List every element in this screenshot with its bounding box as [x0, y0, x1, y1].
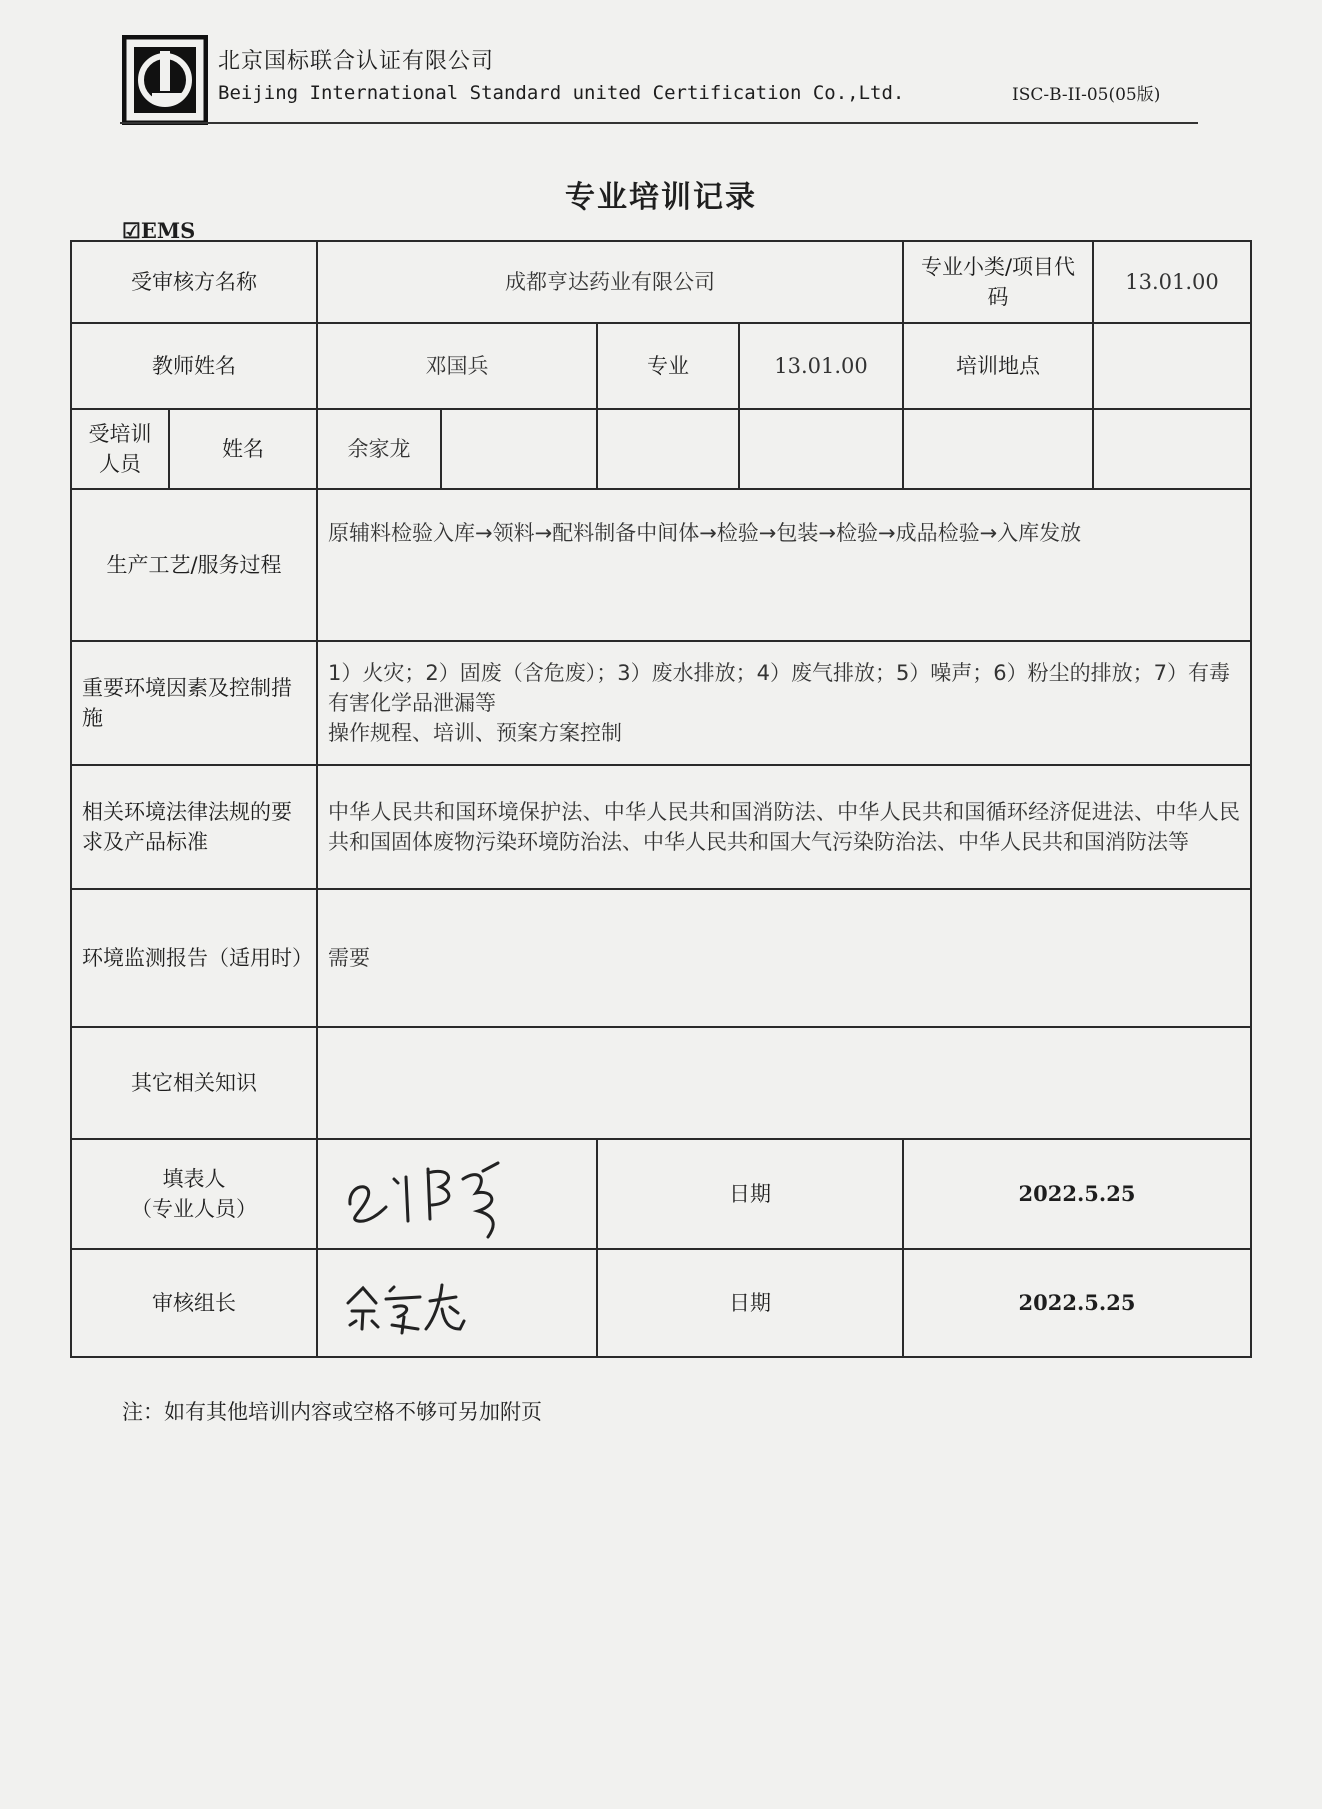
other-knowledge-value: [317, 1027, 1251, 1139]
subclass-value: 13.01.00: [1093, 241, 1251, 323]
trainee-name-empty: [903, 409, 1093, 489]
table-row: [71, 1139, 1251, 1249]
header-divider: [120, 122, 1198, 124]
table-row: [71, 1027, 1251, 1139]
leader-signature: [317, 1249, 597, 1357]
table-row: [71, 489, 1251, 641]
filler-date-label: 日期: [597, 1139, 903, 1249]
trainee-label: 受培训人员: [71, 409, 169, 489]
filler-signature-icon: [328, 1149, 568, 1239]
footnote: 注：如有其他培训内容或空格不够可另加附页: [122, 1400, 542, 1424]
trainee-name-empty: [1093, 409, 1251, 489]
auditee-label: 受审核方名称: [71, 241, 317, 323]
env-factors-controls: 操作规程、培训、预案方案控制: [328, 721, 622, 745]
table-row: [71, 765, 1251, 889]
other-knowledge-label: 其它相关知识: [71, 1027, 317, 1139]
location-value: [1093, 323, 1251, 409]
trainee-name-value: 余家龙: [317, 409, 441, 489]
trainee-name-empty: [739, 409, 903, 489]
table-row: [71, 641, 1251, 765]
filler-label-line2: （专业人员）: [131, 1197, 257, 1221]
table-row: [71, 323, 1251, 409]
trainee-name-empty: [441, 409, 597, 489]
teacher-label: 教师姓名: [71, 323, 317, 409]
table-row: [71, 241, 1251, 323]
subclass-label: 专业小类/项目代码: [903, 241, 1093, 323]
ems-checkbox-label: ☑EMS: [122, 218, 196, 243]
auditee-value: 成都亨达药业有限公司: [317, 241, 903, 323]
location-label: 培训地点: [903, 323, 1093, 409]
major-label: 专业: [597, 323, 739, 409]
env-factors-list: 1）火灾；2）固废（含危废）；3）废水排放；4）废气排放；5）噪声；6）粉尘的排放；7）有毒有害化学品泄漏等: [328, 661, 1231, 715]
filler-date-value: 2022.5.25: [903, 1139, 1251, 1249]
env-factors-value: [317, 641, 1251, 765]
laws-label: 相关环境法律法规的要求及产品标准: [71, 765, 317, 889]
leader-signature-icon: [328, 1263, 568, 1343]
monitoring-label: 环境监测报告（适用时）: [71, 889, 317, 1027]
laws-value: 中华人民共和国环境保护法、中华人民共和国消防法、中华人民共和国循环经济促进法、中华人民共和国固体废物污染环境防治法、中华人民共和国大气污染防治法、中华人民共和国消防法等: [317, 765, 1251, 889]
filler-signature: [317, 1139, 597, 1249]
company-name-cn: 北京国标联合认证有限公司: [218, 49, 495, 74]
company-logo-icon: [122, 35, 208, 125]
training-record-table: [70, 240, 1252, 1358]
process-label: 生产工艺/服务过程: [71, 489, 317, 641]
process-value: 原辅料检验入库→领料→配料制备中间体→检验→包装→检验→成品检验→入库发放: [317, 489, 1251, 641]
env-factors-label: 重要环境因素及控制措施: [71, 641, 317, 765]
major-value: 13.01.00: [739, 323, 903, 409]
table-row: [71, 409, 1251, 489]
filler-label-line1: 填表人: [162, 1167, 226, 1191]
monitoring-value: 需要: [317, 889, 1251, 1027]
form-code: ISC-B-II-05(05版): [1012, 85, 1161, 105]
teacher-value: 邓国兵: [317, 323, 597, 409]
leader-date-label: 日期: [597, 1249, 903, 1357]
leader-date-value: 2022.5.25: [903, 1249, 1251, 1357]
trainee-name-empty: [597, 409, 739, 489]
document-title: 专业培训记录: [565, 180, 757, 215]
table-row: [71, 1249, 1251, 1357]
table-row: [71, 889, 1251, 1027]
name-label: 姓名: [169, 409, 317, 489]
company-name-en: Beijing International Standard united Certification Co.,Ltd.: [218, 82, 905, 104]
leader-label: 审核组长: [71, 1249, 317, 1357]
filler-label: [71, 1139, 317, 1249]
